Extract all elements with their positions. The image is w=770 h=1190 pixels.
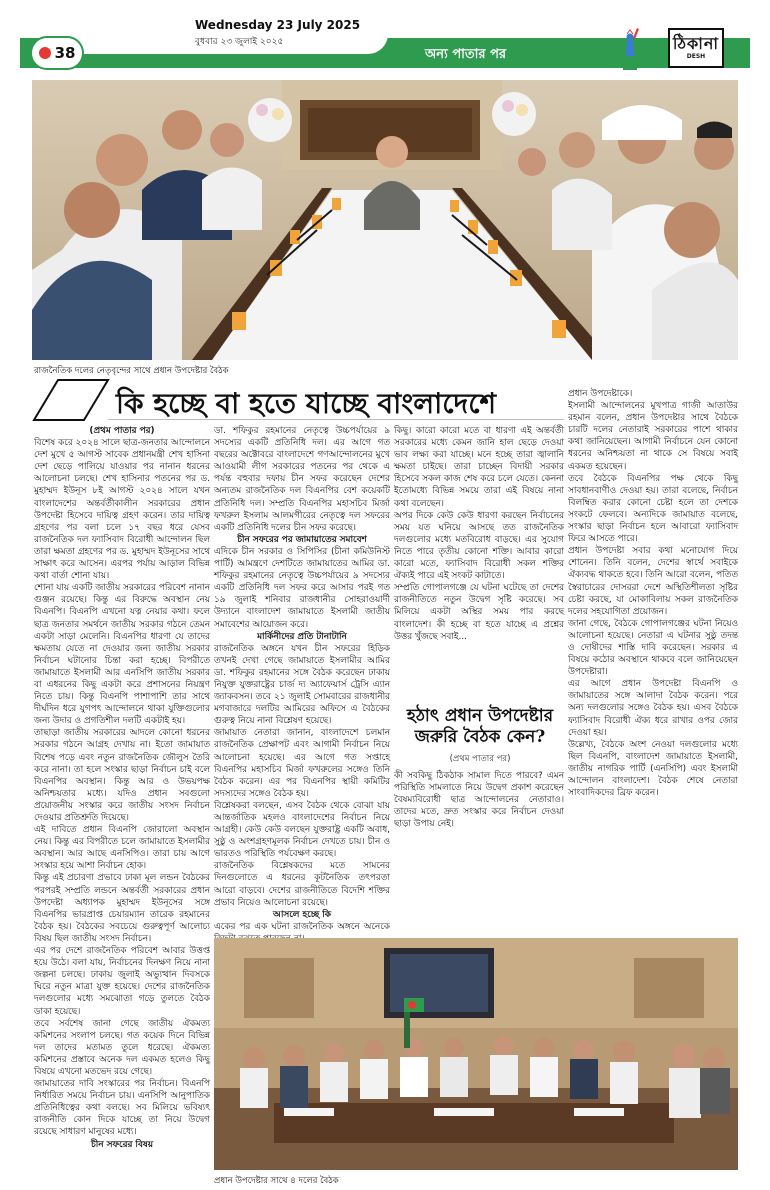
logo-icon[interactable] [668,28,724,68]
paragraph: এদিকে চীন সরকার ও সিপিসির (চীনা কমিউনিস্ট পার্টি) আমন্ত্রণে দেশটিতে জামায়াতের আমির ডা. শফিকুর রহমানের নেতৃত্বে উচ্চপর্যায়ের ৯ সদস্যের একটি প্রতিনিধি দল সফর করে আসার পরই গত ১৯ জুলাই শনিবার রাজধানীর সোহরাওয়ার্দী উদ্যানে বাংলাদেশ জামায়াতে ইসলামী জাতীয় সমাবেশের আয়োজন করে। [214,546,390,630]
paragraph: সম্প্রতি গোপালগঞ্জে যে ঘটনা ঘটেছে তা দেশের রাজনীতিতে নতুন উদ্বেগ সৃষ্টি করেছে। সব মিলিয়ে একটা অস্থির সময় পার করছে বাংলাদেশ। কী হচ্ছে বা হতে যাচ্ছে এ প্রশ্নের উত্তর খুঁজছে সবাই... [394,583,564,642]
section-title: অন্য পাতার পর [425,47,507,62]
subheading: চীন সফরের বিষয় [90,1139,154,1150]
bottom-photo-caption: প্রধান উপদেষ্টার সাথে ৪ দলের বৈঠক [214,1176,339,1186]
article-column-2 [214,425,390,932]
article-column-1 [34,425,210,1185]
paragraph: তাছাড়া জাতীয় সরকারের আদলে কোনো ধরনের সরকার গঠনে আগ্রহ দেখায় না। ইতো জামায়াত বিশেষ পড়ে এবং নতুন রাজনৈতিক জৌলুস তৈরি করে নানা। তা হলে সংস্কার ছাড়া নির্বাচন চাই বলে বিএনপির অবস্থান। কিন্তু আর ও উভয়পক্ষ অনিশ্চয়তার মধ্যে। যদিও প্রধান সবগুলো প্রয়োজনীয় সংস্কার করে জাতীয় সংসদ নির্বাচন দেওয়ার প্রতিশ্রুতি দিয়েছে। [34,728,210,823]
headline-box [34,380,564,420]
liberty-icon [617,26,643,70]
paragraph: শোনা যায় একটি জাতীয় সরকারের পরিবেশ নানান গুঞ্জন রয়েছে। কিন্তু এর বিরুদ্ধে অবস্থান নেয় বিএনপি। বিএনপি এখনো যত্ন নেয়ার কথা। ফলে ছাত্র জনতার সমর্থনে জাতীয় সরকার গঠনে তেমন একটা সাড়া মেলেনি। বিএনপির ধারণা যে তাদের ক্ষমতায় যেতে না দেওয়ার জন্য জাতীয় সরকার নির্বাচন ঘটানোর চিন্তা করা হচ্ছে। বিপরীতে জামায়াতে ইসলামী আর এনসিপি জাতীয় সরকার বা এধরনের কিছু একটা করে প্রশাসনের নিয়ন্ত্রণ নিতে চায়। কিন্তু বিএনপি পাশাপাশি তার সাথে দীর্ঘদিন ধরে যুগপৎ আন্দোলনে থাকা যুক্তিগুলোর জন্য উদার ও প্রগতিশীল দলটি একটাই হয়। [34,583,210,727]
paragraph: কী সবকিছু ঠিকঠাক সামাল দিতে পারবে? এমন পরিস্থিতি সামলাতে নিয়ে উদ্বেগ প্রকাশ করেছেন বৈষম্যবিরোধী ছাত্র আন্দোলনের নেতারাও। তাদের মতে, দ্রুত সংস্কার করে নির্বাচন দেওয়া ছাড়া উপায় নেই। [394,771,564,830]
continued-note: (প্রথম পাতার পর) [449,754,511,764]
continued-note: (প্রথম পাতার পর) [89,426,155,436]
page-header [0,0,770,78]
meeting-photo-bottom-illustration [214,938,738,1170]
paragraph: এর পর দেশে রাজনৈতিক পরিবেশ আবার উত্তপ্ত হয়ে উঠে। বলা যায়, নির্বাচনের দিনক্ষণ নিয়ে নানা জল্পনা চলছে। ঢাকায় জুলাই অভ্যুত্থান দিবসকে ঘিরে নতুন মাত্রা যুক্ত হয়েছে। দেশের রাজনৈতিক দলগুলোর মধ্যে সমঝোতা গড়ে তুলতে বৈঠক ডাকা হয়েছে। [34,946,210,1017]
paragraph: প্রধান উপদেষ্টা সবার কথা মনোযোগ দিয়ে শোনেন। তিনি বলেন, দেশের স্বার্থে সবাইকে ঐক্যবদ্ধ থাকতে হবে। তিনি আরো বলেন, পতিত স্বৈরাচারের দোসররা দেশে অস্থিতিশীলতা সৃষ্টির চেষ্টা করছে, যা মোকাবিলায় সকল রাজনৈতিক দলের সহযোগিতা প্রয়োজন। [568,546,738,617]
paragraph: রাজনৈতিক বিশ্লেষকদের মতে সামনের দিনগুলোতে এ ধরনের কূটনৈতিক তৎপরতা আরো বাড়বে। দেশের রাজনীতিতে বিদেশি শক্তির প্রভাব নিয়েও আলোচনা রয়েছে। [214,861,390,908]
top-photo-caption: রাজনৈতিক দলের নেতৃবৃন্দের সাথে প্রধান উপদেষ্টার বৈঠক [34,366,229,376]
paragraph: জামায়াতের দাবি সংস্কারের পর নির্বাচন। বিএনপি নির্ধারিত সময়ে নির্বাচন চায়। এনসিপি আনুপাতিক প্রতিনিধিত্বের কথা বলছে। সব মিলিয়ে ভবিষ্যৎ রাজনীতি কোন দিকে যাচ্ছে তা নিয়ে উদ্বেগ রয়েছে সাধারণ মানুষের মধ্যে। [34,1079,210,1138]
article-column-4 [568,388,738,938]
paragraph: কিছু। কারো কারো মতে বা ধারণা এই অন্তর্বর্তী সরকারের মধ্যে কেমন জানি হাল ছেড়ে দেওয়া ভাব লক্ষ্য করা যাচ্ছে। মনে হচ্ছে তারা জ্বালানি ক্ষমতা চাইছে। তারা চাচ্ছেন বিদায়ী সরকার হিসেবে সকল কাজ শেষ করে চলে যেতে। কেননা ইতোমধ্যে বিভিন্ন সময়ে তারা এই বিষয়ে নানা কথা বলেছেন। [394,426,564,509]
meeting-photo-illustration [32,80,738,360]
headline-badge-icon [34,380,108,420]
paragraph: এই দাবিতে প্রধান বিএনপি জোরালো অবস্থান নেয়। কিন্তু এর বিপরীতে চলে জামায়াতে ইসলামীর অবস্থান। আর আছে এনসিপিও। তারা চায় আগে সংস্কার হয়ে আশা নির্বাচন হোক। [34,825,210,872]
date-bangla: বুধবার ২৩ জুলাই ২০২৫ [195,37,284,47]
paragraph: কিন্তু এই প্রচারণা প্রভাবে ঢাকা মূল লন্ডন বৈঠকের পরপরই সম্প্রতি লন্ডনে অন্তর্বর্তী সরকারের প্রধান উপদেষ্টা অধ্যাপক মুহাম্মদ ইউনূসের সঙ্গে বিএনপির ভারপ্রাপ্ত চেয়ারম্যান তারেক রহমানের বৈঠক হয়। বৈঠকের সবচেয়ে গুরুত্বপূর্ণ আলোচ্য বিষয় ছিল জাতীয় সংসদ নির্বাচন। [34,873,210,944]
paragraph: এর আগে প্রধান উপদেষ্টা বিএনপি ও জামায়াতের সঙ্গে আলাদা বৈঠক করেন। পরে অন্য দলগুলোর সঙ্গেও বৈঠক হয়। এসব বৈঠকে ফ্যাসিবাদ বিরোধী ঐক্য ধরে রাখার ওপর জোর দেওয়া হয়। [568,679,738,738]
main-headline[interactable]: কি হচ্ছে বা হতে যাচ্ছে বাংলাদেশে [116,387,497,420]
article-column-3 [394,425,564,715]
paragraph: রাজনৈতিক অঙ্গনে যখন চীন সফরের হিড়িক তখনই দেখা গেছে জামায়াতে ইসলামীর আমির ডা. শফিকুর রহমানের সঙ্গে বৈঠক করেছেন ঢাকায় নিযুক্ত যুক্তরাষ্ট্রের চার্জ দ্য অ্যাফেয়ার্স ট্রেসি এ্যান জ্যাকবসন। তবে ২১ জুলাই সোমবারের রাজধানীর মগবাজারে দলটির আমিরের অফিসে এ বৈঠকের গুরুত্ব নিয়ে নানা বিশ্লেষণ হয়েছে। [214,643,390,727]
subheading: আসলে হচ্ছে কি [273,909,331,920]
date-english: Wednesday 23 July 2025 [195,18,361,32]
meeting-photo-bottom [214,938,738,1170]
subheading: চীন সফরের পর জামায়াতের সমাবেশ [237,534,367,545]
paragraph: উল্লেখ্য, বৈঠকে অংশ নেওয়া দলগুলোর মধ্যে ছিল বিএনপি, বাংলাদেশ জামায়াতে ইসলামী, জাতীয় নাগরিক পার্টি (এনসিপি) এবং ইসলামী আন্দোলন বাংলাদেশ। বৈঠক শেষে নেতারা সাংবাদিকদের ব্রিফ করেন। [568,739,738,799]
paragraph: জানা গেছে, বৈঠকে গোপালগঞ্জের ঘটনা নিয়েও আলোচনা হয়েছে। নেতারা এ ঘটনার সুষ্ঠু তদন্ত ও দোষীদের শাস্তি দাবি করেছেন। সরকার এ বিষয়ে কঠোর অবস্থানে থাকবে বলে জানিয়েছেন উপদেষ্টারা। [568,618,738,678]
paragraph: জামায়াত নেতারা জানান, বাংলাদেশে চলমান রাজনৈতিক প্রেক্ষাপট এবং আগামী নির্বাচন নিয়ে আলোচনা হয়েছে। এর আগে গত সপ্তাহে বিএনপির মহাসচিব মির্জা ফখরুলের সঙ্গেও তিনি বৈঠক করেন। এর পর বিএনপির স্থায়ী কমিটির সদস্যদের সঙ্গেও বৈঠক হয়। [214,728,390,799]
paragraph: প্রধান উপদেষ্টাকে। [568,389,633,399]
page-number: 38 [54,44,76,62]
second-article-headline[interactable]: হঠাৎ প্রধান উপদেষ্টার জরুরি বৈঠক কেন? [406,706,554,747]
page-number-badge [30,36,84,70]
paragraph: বিশ্লেষকরা বলছেন, এসব বৈঠক থেকে বোঝা যায় আন্তর্জাতিক মহলও বাংলাদেশের নির্বাচন নিয়ে আগ্রহী। কেউ কেউ বলছেন যুক্তরাষ্ট্র একটি অবাধ, সুষ্ঠু ও অংশগ্রহণমূলক নির্বাচন দেখতে চায়। চীন ও ভারতও পরিস্থিতি পর্যবেক্ষণ করছে। [214,800,390,860]
paragraph: ইসলামী আন্দোলনের মুখপাত্র গাজী আতাউর রহমান বলেন, প্রধান উপদেষ্টার সাথে বৈঠকে চারটি দলের নেতারাই সরকারের পাশে থাকার কথা জানিয়েছেন। আগামী নির্বাচনে যেন কোনো ধরনের অনিশ্চয়তা না থাকে সে বিষয়ে সবাই একমত হয়েছেন। [568,401,738,472]
paragraph: একের পর এক ঘটনা রাজনৈতিক অঙ্গনে অনেকে [214,921,390,932]
paragraph: ডা. শফিকুর রহমানের নেতৃত্বে উচ্চপর্যায়ের ৯ সদস্যের একটি প্রতিনিধি দল। এর আগে গত বছরের অক্টোবরে বাংলাদেশে গণআন্দোলনের মুখে আওয়ামী লীগ সরকারের পতনের পর থেকে এ পর্যন্ত বহুবার দফায় চীন সফর করেছেন দেশের অন্যতম রাজনৈতিক দল বিএনপির বেশ কয়েকটি প্রতিনিধি দল। সম্প্রতি বিএনপির মহাসচিব মির্জা ফখরুল ইসলাম আলমগীরের নেতৃত্বে দল সফরের একটি প্রতিনিধি দলের চীন সফর করেছে। [214,426,390,533]
paragraph: তবে বৈঠকে বিএনপির পক্ষ থেকে কিছু সাবধানবাণীও দেওয়া হয়। তারা বলেছে, নির্বাচন বিলম্বিত করার কোনো চেষ্টা হলে তা দেশকে সংকটে ফেলবে। অন্যদিকে জামায়াত বলেছে, সংস্কার ছাড়া নির্বাচন হলে আবারো ফ্যাসিবাদ ফিরে আসতে পারে। [568,473,738,545]
dot-icon [39,47,51,59]
paragraph: বিশেষ করে ২০২৪ সালে ছাত্র-জনতার আন্দোলনে দেশ মুখে ৫ আগস্ট সাবেক প্রধানমন্ত্রী শেখ হাসিনা দেশ ছেড়ে পালিয়ে যাওয়ার পর নানান ধরনের আলোচনা চলছে। শেখ হাসিনার পতনের পর ড. মুহাম্মদ ইউনূস ৮ই আগস্ট ২০২৪ সালে যখন বাংলাদেশের অন্তর্বর্তীকালীন সরকারের প্রধান উপদেষ্টা হিসেবে দায়িত্ব গ্রহণ করেন। তার দায়িত্ব গ্রহণের পর বলা চলে ১৭ বছর ধরে যেসব রাজনৈতিক দল ফ্যাসিবাদ বিরোধী আন্দোলন ছিল তারা ক্ষমতা গ্রহণের পর ড. মুহাম্মদ ইউনূসের সাথে সাক্ষাৎ করে আসেন। এরপর পর্যায় আড়াল বিভিন্ন কথা বার্তা শোনা যায়। [34,438,210,582]
meeting-photo-top [32,80,738,360]
logo-text: ঠিকানা [672,34,720,53]
logo-subtext: DESH [686,53,706,60]
paragraph: অপর দিকে কেউ কেউ ধারণা করছেন নির্বাচনের সময় যত ঘনিয়ে আসছে তত রাজনৈতিক দলগুলোর মধ্যে মতবিরোধ বাড়ছে। এর সুযোগ নিতে পারে তৃতীয় কোনো শক্তি। আবার কারো কারো মতে, ফ্যাসিবাদ বিরোধী সকল শক্তির ঐক্যই পারে এই সংকট কাটাতে। [394,510,564,582]
second-article-body [394,770,564,850]
subheading: মার্কিনীদের প্রতি টানাটানি [257,631,347,642]
paragraph: তবে সর্বশেষ জানা গেছে জাতীয় ঐকমত্য কমিশনের সংলাপ চলছে। গত কয়েক দিনে বিভিন্ন দল তাদের মতামত তুলে ধরেছে। ঐকমত্য কমিশনের প্রস্তাবে অনেক দল একমত হলেও কিছু বিষয়ে এখনো মতভেদ রয়ে গেছে। [34,1018,210,1077]
